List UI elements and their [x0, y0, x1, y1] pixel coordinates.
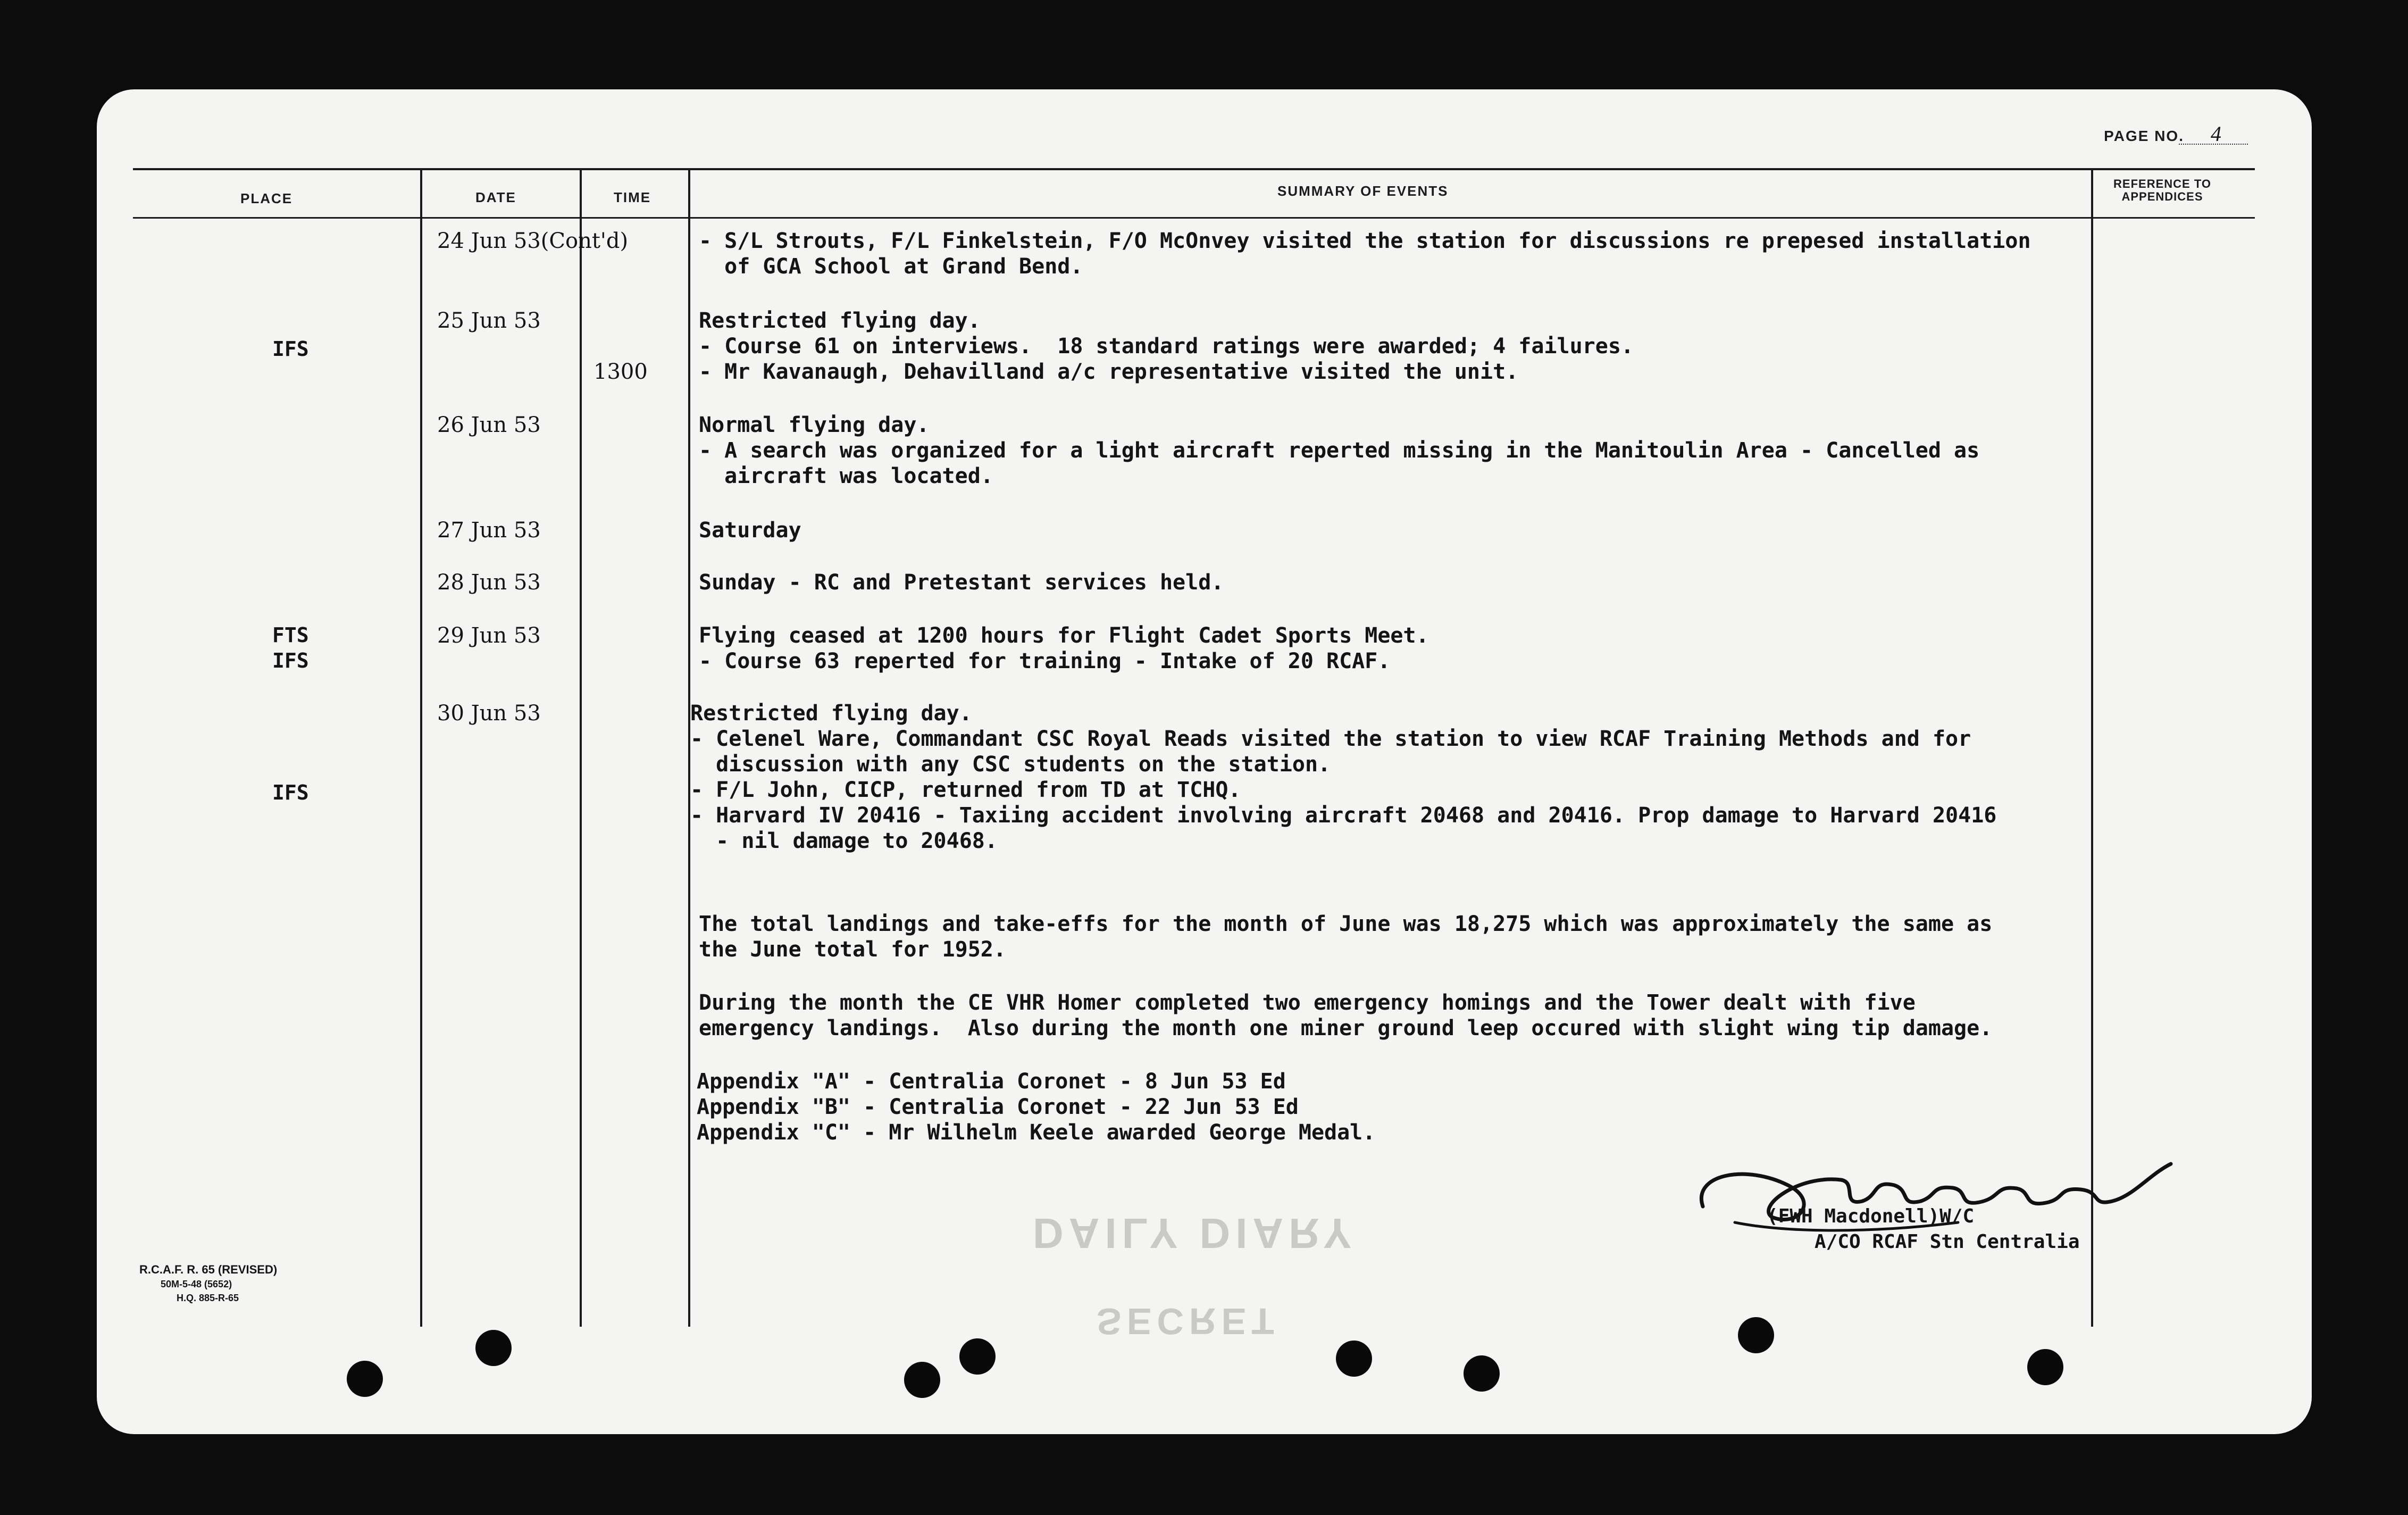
summary-line: - Mr Kavanaugh, Dehavilland a/c representative visited the unit. — [699, 360, 1519, 384]
page-number-underline — [2179, 144, 2248, 145]
summary-line: Normal flying day. — [699, 413, 930, 437]
appendix-line: Appendix "B" - Centralia Coronet - 22 Jun 53 Ed — [697, 1095, 1299, 1119]
header-time: TIME — [614, 189, 651, 205]
binder-hole — [2027, 1349, 2063, 1385]
signatory-title: A/CO RCAF Stn Centralia — [1815, 1231, 2080, 1253]
signatory-name: (FWH Macdonell)W/C — [1767, 1205, 1975, 1227]
summary-line: - Course 63 reperted for training - Intake of 20 RCAF. — [699, 649, 1391, 673]
entry-date: 25 Jun 53 — [437, 309, 541, 333]
binder-hole — [904, 1362, 940, 1398]
summary-line: - Celenel Ware, Commandant CSC Royal Reads visited the station to view RCAF Training Methods and for — [690, 727, 1971, 751]
binder-hole — [1336, 1341, 1372, 1377]
summary-paragraph-line: The total landings and take-effs for the month of June was 18,275 which was approximately the same as — [699, 912, 1993, 936]
page-number-label: PAGE NO. — [2104, 128, 2184, 144]
binder-hole — [475, 1330, 512, 1366]
entry-date: 27 Jun 53 — [437, 518, 541, 543]
form-hq-code: H.Q. 885-R-65 — [177, 1293, 239, 1303]
summary-line: of GCA School at Grand Bend. — [699, 254, 1083, 279]
summary-line: - A search was organized for a light aircraft reperted missing in the Manitoulin Area - Cancelled as — [699, 438, 1980, 463]
summary-line: - nil damage to 20468. — [690, 829, 998, 853]
summary-line: Flying ceased at 1200 hours for Flight Cadet Sports Meet. — [699, 623, 1429, 648]
place-date-divider — [420, 168, 422, 1327]
summary-line: Restricted flying day. — [690, 701, 972, 726]
header-reference: REFERENCE TO APPENDICES — [2113, 177, 2211, 203]
summary-line: - Course 61 on interviews. 18 standard ratings were awarded; 4 failures. — [699, 334, 1634, 359]
show-through-text: SECRET — [1097, 1301, 1280, 1342]
summary-line: discussion with any CSC students on the station. — [690, 752, 1331, 777]
header-bottom-rule — [133, 217, 2255, 219]
summary-line: Saturday — [699, 518, 801, 543]
binder-hole — [1738, 1317, 1774, 1353]
summary-line: - Harvard IV 20416 - Taxiing accident involving aircraft 20468 and 20416. Prop damage to Harvard 20416 — [690, 803, 1997, 828]
header-place: PLACE — [240, 190, 293, 206]
entry-date: 30 Jun 53 — [437, 701, 541, 726]
form-number: R.C.A.F. R. 65 (REVISED) — [139, 1263, 278, 1276]
table-top-rule — [133, 168, 2255, 170]
entry-date: 29 Jun 53 — [437, 623, 541, 648]
summary-paragraph-line: the June total for 1952. — [699, 937, 1006, 962]
page-number: 4 — [2211, 122, 2221, 146]
appendix-line: Appendix "C" - Mr Wilhelm Keele awarded George Medal. — [697, 1120, 1376, 1145]
entry-date: 26 Jun 53 — [437, 413, 541, 437]
date-time-divider — [580, 168, 582, 1327]
entry-place: FTS — [272, 623, 309, 647]
entry-date: 24 Jun 53(Cont'd) — [437, 229, 629, 253]
summary-line: Restricted flying day. — [699, 309, 981, 333]
summary-line: aircraft was located. — [699, 464, 993, 488]
entry-time: 1300 — [593, 360, 648, 384]
binder-hole — [959, 1338, 996, 1375]
summary-line: - S/L Strouts, F/L Finkelstein, F/O McOnvey visited the station for discussions re prepesed installation — [699, 229, 2031, 253]
form-print-code: 50M-5-48 (5652) — [161, 1279, 232, 1289]
header-date: DATE — [475, 189, 516, 205]
show-through-text: DAILY DIARY — [1033, 1210, 1357, 1257]
summary-paragraph-line: emergency landings. Also during the month one miner ground leep occured with slight wing tip damage. — [699, 1016, 1993, 1040]
entry-date: 28 Jun 53 — [437, 570, 541, 595]
summary-line: - F/L John, CICP, returned from TD at TCHQ. — [690, 778, 1241, 802]
header-summary: SUMMARY OF EVENTS — [1277, 183, 1449, 199]
summary-line: Sunday - RC and Pretestant services held. — [699, 570, 1224, 595]
entry-place: IFS — [272, 649, 309, 672]
entry-place: IFS — [272, 337, 309, 361]
summary-paragraph-line: During the month the CE VHR Homer completed two emergency homings and the Tower dealt with five — [699, 990, 1916, 1015]
diary-page — [97, 89, 2312, 1434]
binder-hole — [1464, 1355, 1500, 1392]
binder-hole — [347, 1361, 383, 1397]
appendix-line: Appendix "A" - Centralia Coronet - 8 Jun 53 Ed — [697, 1069, 1286, 1094]
entry-place: IFS — [272, 781, 309, 804]
